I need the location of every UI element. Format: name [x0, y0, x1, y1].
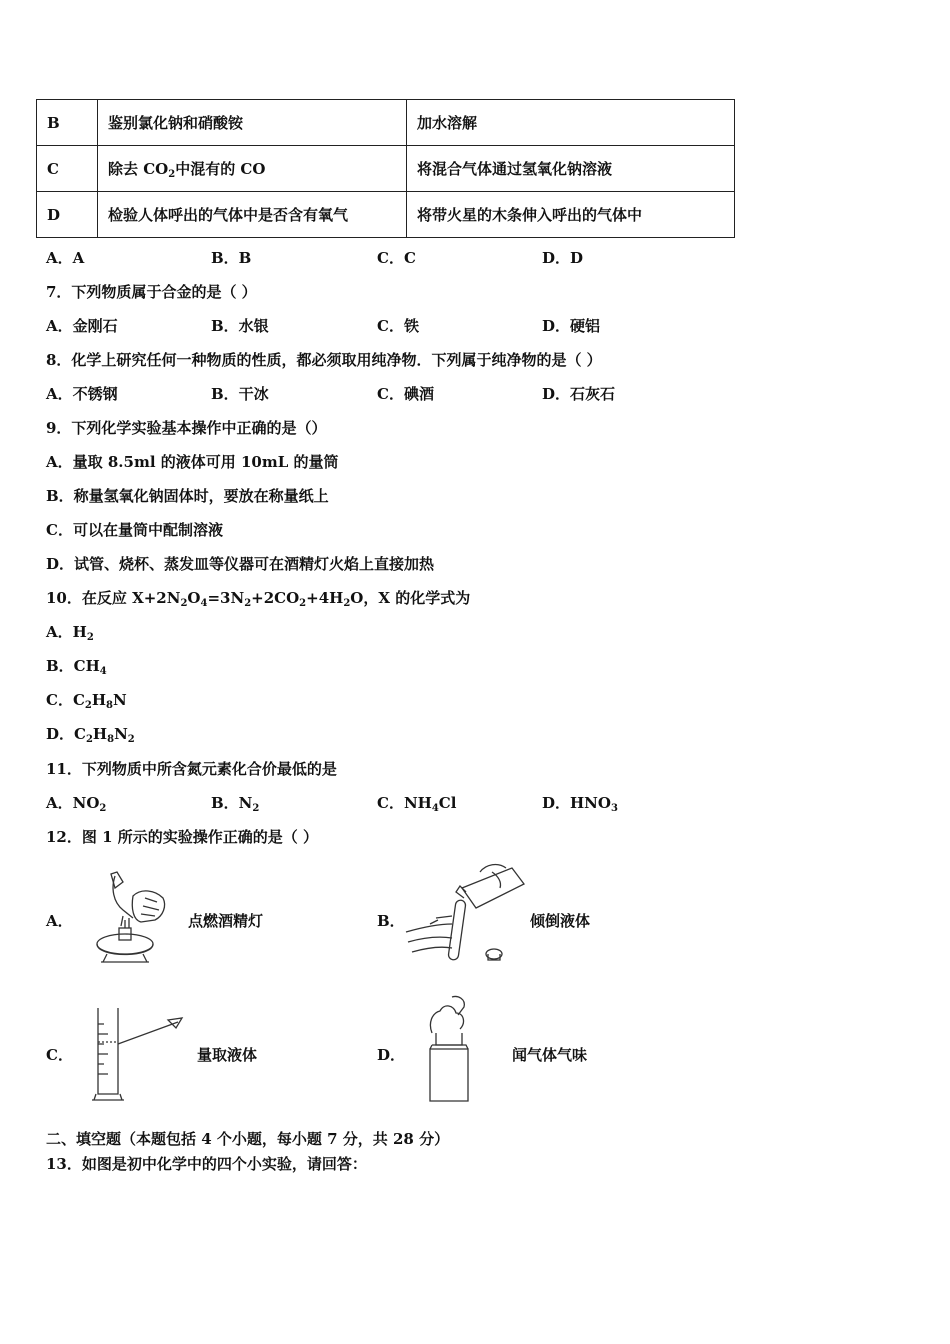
q9-option-b: B．称量氢氧化钠固体时，要放在称量纸上 — [46, 487, 329, 505]
row-method: 将混合气体通过氢氧化钠溶液 — [407, 146, 735, 192]
table-row — [37, 146, 735, 192]
q11-option-b: B．$N_2$ — [211, 794, 260, 814]
q12-option-a-letter: A． — [46, 912, 73, 930]
q8-option-c: C．碘酒 — [377, 385, 434, 403]
q10-option-c: C．$C_2H_8N$ — [46, 691, 127, 711]
table-row — [37, 100, 735, 146]
row-purpose: 除去 $CO_2$中混有的 CO — [98, 146, 407, 192]
row-method: 加水溶解 — [407, 100, 735, 146]
q11-option-a: A．$NO_2$ — [46, 794, 107, 814]
q10-stem: 10．在反应 $X+2N_2O_4=3N_2+2CO_2+4H_2O$，X 的化学式为 — [46, 589, 471, 609]
q6-option-a: A．A — [46, 249, 85, 267]
q8-stem: 8．化学上研究任何一种物质的性质，都必须取用纯净物．下列属于纯净物的是（ ） — [46, 351, 602, 369]
q7-option-c: C．铁 — [377, 317, 419, 335]
q9-stem: 9．下列化学实验基本操作中正确的是（） — [46, 419, 327, 437]
section-2-heading: 二、填空题（本题包括 4 个小题，每小题 7 分，共 28 分） — [46, 1130, 450, 1148]
row-method: 将带火星的木条伸入呼出的气体中 — [407, 192, 735, 238]
q10-option-d: D．$C_2H_8N_2$ — [46, 725, 135, 745]
experiment-table — [36, 99, 735, 238]
q7-option-b: B．水银 — [211, 317, 269, 335]
q7-option-d: D．硬铝 — [542, 317, 601, 335]
row-label: B — [37, 100, 98, 146]
q12-option-c-caption: 量取液体 — [197, 1046, 258, 1064]
q6-option-c: C．C — [377, 249, 416, 267]
q9-option-c: C．可以在量筒中配制溶液 — [46, 521, 223, 539]
q8-option-d: D．石灰石 — [542, 385, 616, 403]
q12-option-b-letter: B． — [377, 912, 405, 930]
q12-stem: 12．图 1 所示的实验操作正确的是（ ） — [46, 828, 318, 846]
row-purpose: 检验人体呼出的气体中是否含有氧气 — [98, 192, 407, 238]
q12-option-c-letter: C． — [46, 1046, 73, 1064]
q10-option-a: A．$H_2$ — [46, 623, 94, 643]
q8-option-a: A．不锈钢 — [46, 385, 118, 403]
q7-option-a: A．金刚石 — [46, 317, 118, 335]
row-label: D — [37, 192, 98, 238]
q8-option-b: B．干冰 — [211, 385, 269, 403]
q7-stem: 7．下列物质属于合金的是（ ） — [46, 283, 257, 301]
q12-option-b-caption: 倾倒液体 — [530, 912, 591, 930]
table-row — [37, 192, 735, 238]
q13-stem: 13．如图是初中化学中的四个小实验，请回答： — [46, 1155, 367, 1173]
smelling-gas-figure — [418, 993, 480, 1105]
q11-option-d: D．$HNO_3$ — [542, 794, 618, 814]
q12-option-d-caption: 闻气体气味 — [512, 1046, 588, 1064]
q9-option-a: A．量取 8.5ml 的液体可用 10mL 的量筒 — [46, 453, 339, 471]
q10-option-b: B．$CH_4$ — [46, 657, 107, 677]
measuring-cylinder-figure — [86, 1004, 190, 1104]
pouring-liquid-figure — [402, 858, 528, 968]
q12-option-a-caption: 点燃酒精灯 — [188, 912, 264, 930]
alcohol-lamp-lighting-figure — [85, 868, 177, 968]
q11-option-c: C．$NH_4Cl$ — [377, 794, 457, 814]
q6-option-d: D．D — [542, 249, 584, 267]
row-label: C — [37, 146, 98, 192]
row-purpose: 鉴别氯化钠和硝酸铵 — [98, 100, 407, 146]
q12-option-d-letter: D． — [377, 1046, 406, 1064]
q11-stem: 11．下列物质中所含氮元素化合价最低的是 — [46, 760, 337, 778]
q6-option-b: B．B — [211, 249, 252, 267]
q9-option-d: D．试管、烧杯、蒸发皿等仪器可在酒精灯火焰上直接加热 — [46, 555, 435, 573]
